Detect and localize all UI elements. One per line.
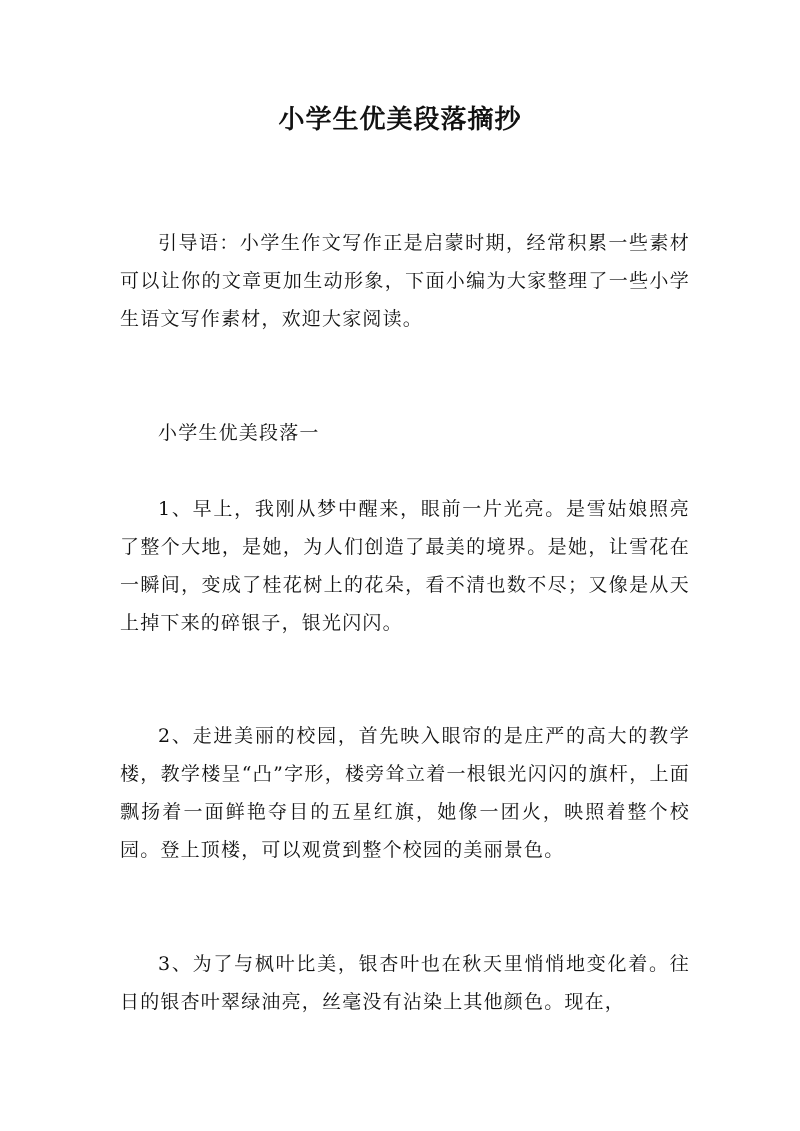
intro-paragraph: 引导语：小学生作文写作正是启蒙时期，经常积累一些素材可以让你的文章更加生动形象，下面小编为大家整理了一些小学生语文写作素材，欢迎大家阅读。 xyxy=(120,232,690,330)
paragraph-3: 3、为了与枫叶比美，银杏叶也在秋天里悄悄地变化着。往日的银杏叶翠绿油亮，丝毫没有沾染上其他颜色。现在， xyxy=(120,953,690,1013)
paragraph-2: 2、走进美丽的校园，首先映入眼帘的是庄严的高大的教学楼，教学楼呈“凸”字形，楼旁耸立着一根银光闪闪的旗杆，上面飘扬着一面鲜艳夺目的五星红旗，她像一团火，映照着整个校园。登上顶楼，可以观赏到整个校园的美丽景色。 xyxy=(120,725,690,861)
section-heading: 小学生优美段落一 xyxy=(158,422,320,444)
paragraph-1: 1、早上，我刚从梦中醒来，眼前一片光亮。是雪姑娘照亮了整个大地，是她，为人们创造了最美的境界。是她，让雪花在一瞬间，变成了桂花树上的花朵，看不清也数不尽；又像是从天上掉下来的碎银子，银光闪闪。 xyxy=(120,498,690,634)
document-title: 小学生优美段落摘抄 xyxy=(278,105,522,135)
